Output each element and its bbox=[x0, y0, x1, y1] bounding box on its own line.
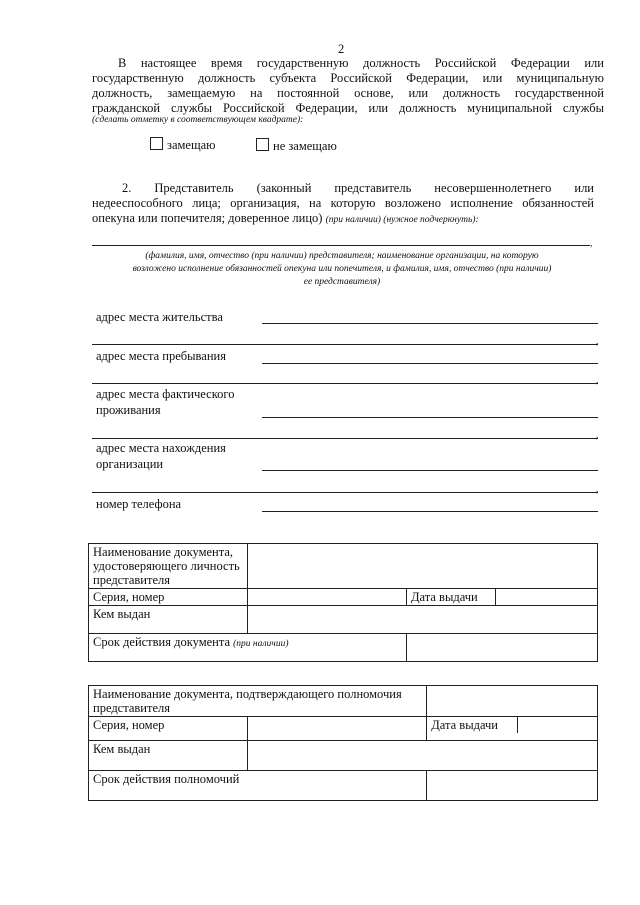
identity-validity-note: (при наличии) bbox=[233, 639, 289, 649]
identity-validity-field[interactable] bbox=[407, 634, 598, 662]
authority-doc-name-field[interactable] bbox=[427, 686, 598, 717]
org-address-label-2: организации bbox=[96, 457, 164, 471]
section2-line-2: недееспособного лица; организация, на которую возложено исполнение обязанностей bbox=[92, 196, 594, 210]
authority-issue-date-field[interactable] bbox=[518, 717, 597, 733]
authority-validity-label: Срок действия полномочий bbox=[89, 771, 427, 801]
identity-issued-by-field[interactable] bbox=[248, 606, 598, 634]
checkbox-not-holds[interactable] bbox=[256, 138, 269, 151]
actual-address-label-2: проживания bbox=[96, 403, 161, 417]
authority-issued-by-label: Кем выдан bbox=[89, 741, 248, 771]
option-not-holds-label: не замещаю bbox=[273, 139, 337, 153]
option-holds[interactable] bbox=[150, 137, 215, 153]
caption-line-2: возложено исполнение обязанностей опекуна или попечителя, и фамилия, имя, отчество (при наличии) bbox=[132, 264, 552, 274]
section2-line-1: 2. Представитель (законный представитель несовершеннолетнего или bbox=[122, 181, 594, 195]
residence-address-label: адрес места жительства bbox=[96, 310, 223, 324]
checkbox-holds[interactable] bbox=[150, 137, 163, 150]
caption-line-1: (фамилия, имя, отчество (при наличии) представителя; наименование организации, на которую bbox=[145, 251, 539, 261]
section1-line-4: гражданской службы Российской Федерации, или должность муниципальной службы bbox=[92, 101, 604, 115]
section1-note: (сделать отметку в соответствующем квадрате): bbox=[92, 115, 304, 125]
stay-address-field[interactable] bbox=[262, 363, 598, 364]
phone-label: номер телефона bbox=[96, 497, 182, 511]
phone-field[interactable] bbox=[262, 511, 598, 512]
caption-line-3: ее представителя) bbox=[303, 277, 381, 287]
residence-address-field-2[interactable] bbox=[92, 344, 598, 345]
identity-issued-by-label: Кем выдан bbox=[89, 606, 248, 634]
identity-doc-name-field[interactable] bbox=[248, 544, 598, 589]
option-not-holds[interactable] bbox=[256, 138, 337, 154]
identity-validity-text: Срок действия документа bbox=[93, 635, 231, 649]
actual-address-label-1: адрес места фактического bbox=[96, 387, 235, 401]
section2-line-3-note: (при наличии) (нужное подчеркнуть): bbox=[325, 215, 479, 225]
identity-series-label: Серия, номер bbox=[89, 589, 248, 606]
org-address-field-2[interactable] bbox=[92, 492, 598, 493]
section2-line-3 bbox=[92, 211, 479, 227]
org-address-label-1: адрес места нахождения bbox=[96, 441, 226, 455]
residence-address-field[interactable] bbox=[262, 323, 598, 324]
stay-address-field-2[interactable] bbox=[92, 383, 598, 384]
actual-address-field[interactable] bbox=[262, 417, 598, 418]
section1-line-1: В настоящее время государственную должность Российской Федерации или bbox=[118, 56, 604, 70]
org-address-field[interactable] bbox=[262, 470, 598, 471]
identity-doc-name-label: Наименование документа, удостоверяющего личность представителя bbox=[89, 544, 248, 589]
authority-issued-by-field[interactable] bbox=[248, 741, 598, 771]
authority-series-label: Серия, номер bbox=[89, 717, 248, 741]
authority-series-field[interactable] bbox=[248, 717, 427, 741]
option-holds-label: замещаю bbox=[167, 138, 216, 152]
section1-line-2: государственную должность субъекта Российской Федерации, или муниципальную bbox=[92, 71, 604, 85]
authority-document-table bbox=[88, 685, 598, 801]
identity-document-table bbox=[88, 543, 598, 662]
stay-address-label: адрес места пребывания bbox=[96, 349, 226, 363]
identity-issue-date-field[interactable] bbox=[496, 589, 598, 606]
page-number: 2 bbox=[338, 42, 345, 56]
authority-validity-field[interactable] bbox=[427, 771, 598, 801]
authority-issue-date-group bbox=[427, 717, 598, 741]
authority-doc-name-label: Наименование документа, подтверждающего полномочия представителя bbox=[89, 686, 427, 717]
representative-name-line[interactable] bbox=[92, 245, 590, 246]
section2-line-3-text: опекуна или попечителя; доверенное лицо) bbox=[92, 211, 323, 225]
identity-issue-date-label: Дата выдачи bbox=[407, 589, 496, 606]
identity-validity-label bbox=[89, 634, 407, 662]
section1-line-3: должность, замещаемую на постоянной основе, или должность государственной bbox=[92, 86, 604, 100]
identity-series-field[interactable] bbox=[248, 589, 407, 606]
actual-address-field-2[interactable] bbox=[92, 438, 598, 439]
authority-issue-date-label: Дата выдачи bbox=[427, 717, 518, 733]
